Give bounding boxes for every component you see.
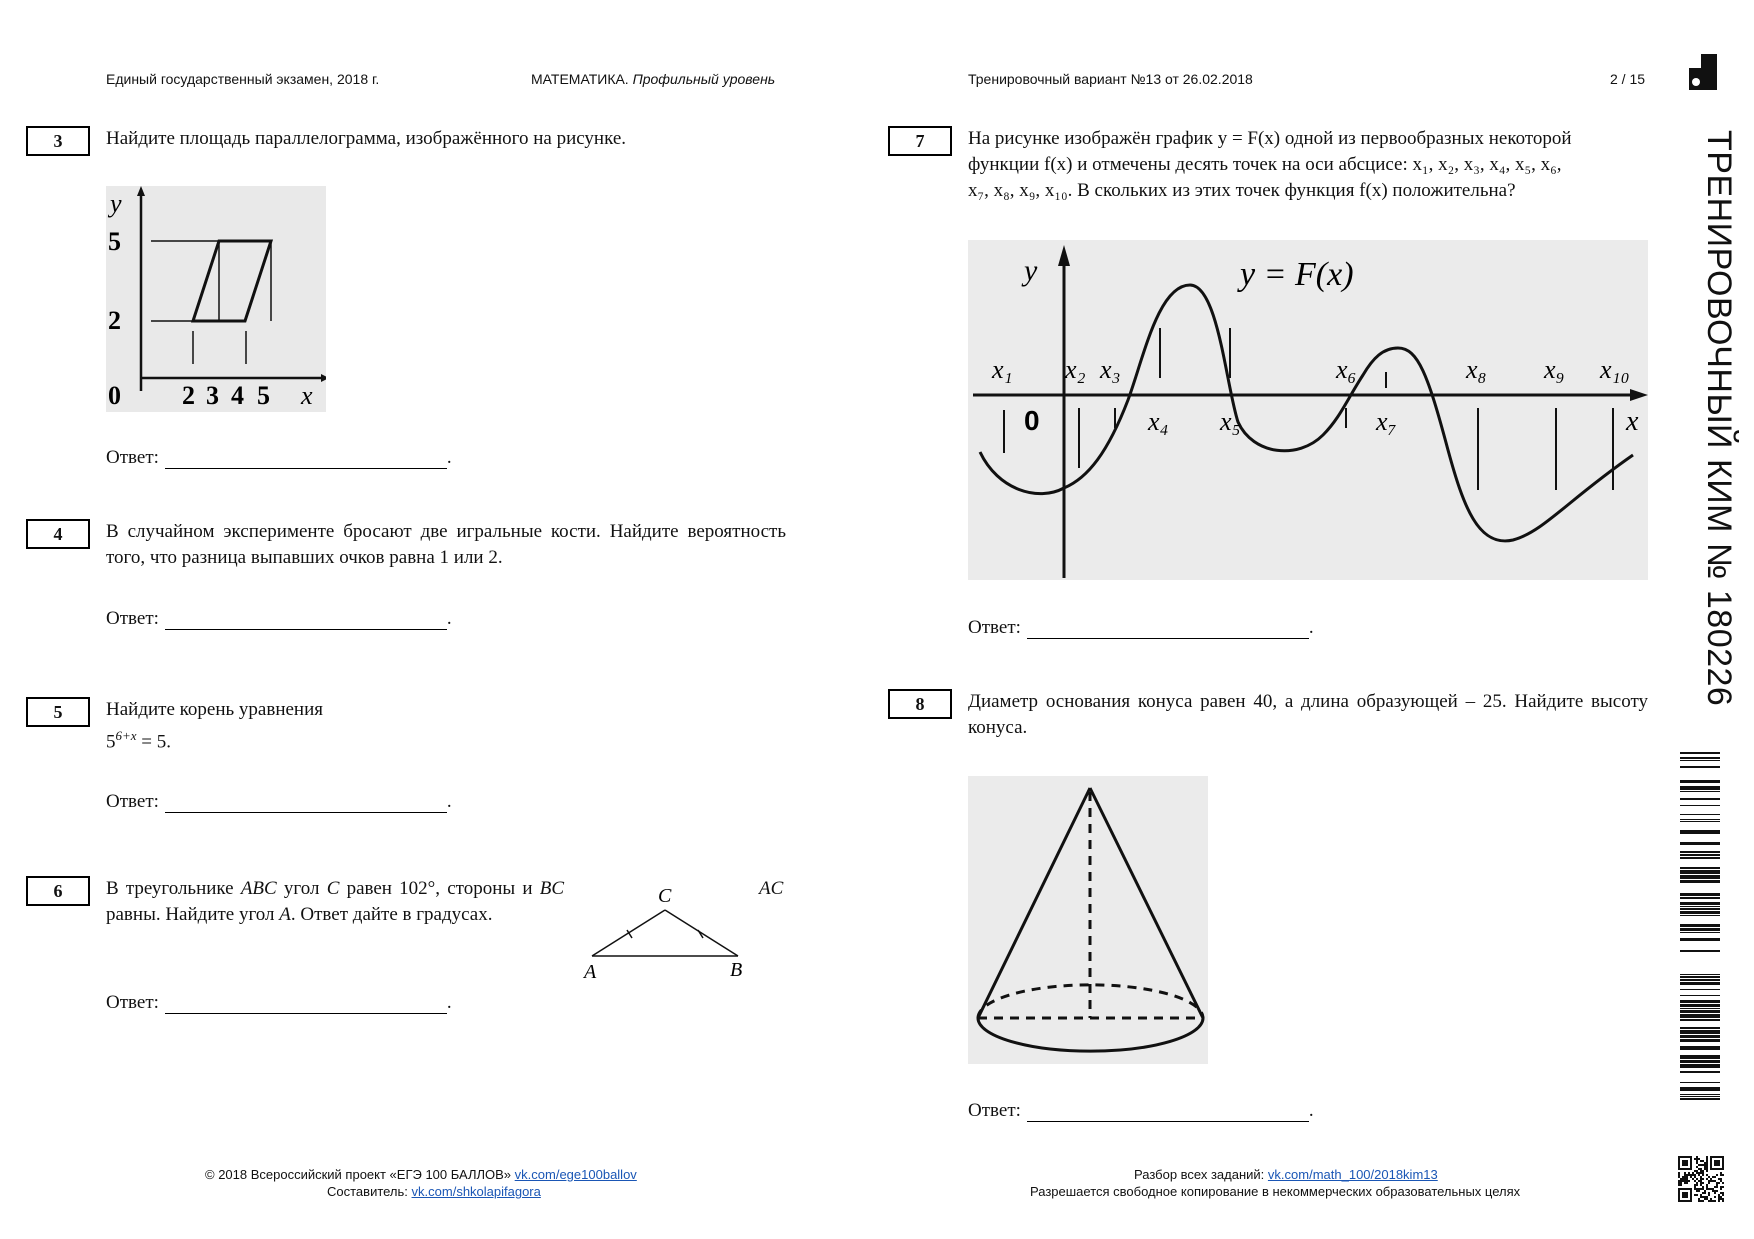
t6-part: угол bbox=[276, 878, 327, 899]
task-3-number: 3 bbox=[26, 126, 90, 156]
header-subject bbox=[531, 71, 775, 87]
header-subject-name: МАТЕМАТИКА. bbox=[531, 71, 629, 87]
answer-line[interactable] bbox=[165, 610, 447, 630]
eq-exponent: 6+x bbox=[115, 728, 137, 743]
task-4-text: В случайном эксперименте бросают две игральные кости. Найдите вероятность того, что разница выпавших очков равна 1 или 2. bbox=[106, 521, 786, 568]
footer-analysis-label: Разбор всех заданий: bbox=[1134, 1167, 1265, 1182]
point-label-x6: x₆ bbox=[1336, 355, 1357, 384]
task-7-answer: Ответ: . bbox=[968, 617, 1314, 638]
answer-label: Ответ: bbox=[968, 1100, 1021, 1121]
task-8-number: 8 bbox=[888, 689, 952, 719]
point-label-x2: x₂ bbox=[1065, 355, 1086, 384]
header-variant: Тренировочный вариант №13 от 26.02.2018 bbox=[968, 71, 1253, 87]
figure-parallelogram bbox=[106, 186, 326, 412]
point-label-x3: x₃ bbox=[1100, 355, 1121, 384]
t6-part: и bbox=[522, 878, 540, 899]
t6-part: . Ответ дайте в градусах. bbox=[290, 904, 493, 925]
point-label-x7: x₇ bbox=[1376, 407, 1397, 436]
footer-link-analysis[interactable]: vk.com/math_100/2018kim13 bbox=[1267, 1167, 1438, 1182]
barcode bbox=[1680, 752, 1720, 1100]
task-6-answer: Ответ: . bbox=[106, 992, 452, 1013]
task-3-text: Найдите площадь параллелограмма, изображённого на рисунке. bbox=[106, 128, 627, 149]
tri-label-a: A bbox=[584, 961, 597, 983]
t6-bc: BC bbox=[539, 878, 564, 899]
task-6-ac: AC bbox=[759, 878, 784, 899]
answer-line[interactable] bbox=[165, 994, 447, 1014]
task-6-text bbox=[106, 876, 564, 928]
task-8-text: Диаметр основания конуса равен 40, а длина образующей – 25. Найдите высоту конуса. bbox=[968, 691, 1648, 738]
eq-base: 5 bbox=[106, 731, 116, 753]
task-7-number: 7 bbox=[888, 126, 952, 156]
fig3-y-tick-2: 2 bbox=[108, 306, 121, 335]
footer-license: Разрешается свободное копирование в некоммерческих образовательных целях bbox=[1030, 1184, 1521, 1199]
t6-a: A bbox=[279, 904, 291, 925]
t6-c: C bbox=[326, 878, 340, 899]
header-page-number: 2 / 15 bbox=[1610, 71, 1646, 87]
point-label-x10: x₁₀ bbox=[1600, 355, 1630, 384]
task-7-text bbox=[968, 126, 1648, 204]
footer-copyright bbox=[205, 1167, 637, 1182]
figure-cone bbox=[968, 776, 1208, 1064]
answer-label: Ответ: bbox=[106, 791, 159, 812]
answer-label: Ответ: bbox=[968, 617, 1021, 638]
task-5-equation bbox=[106, 723, 786, 755]
footer-link-ege100[interactable]: vk.com/ege100ballov bbox=[514, 1167, 637, 1182]
task-4-number: 4 bbox=[26, 519, 90, 549]
t7-line2: функции f(x) и отмечены десять точек на оси абсцисе: x₁, x₂, x₃, x₄, x₅, x₆, bbox=[968, 154, 1562, 175]
point-label-x1: x₁ bbox=[992, 355, 1013, 384]
corner-logo-icon bbox=[1689, 54, 1717, 90]
t7-line1: На рисунке изображён график y = F(x) одной из первообразных некоторой bbox=[968, 128, 1572, 149]
answer-line[interactable] bbox=[1027, 619, 1309, 639]
fig3-x-tick-3: 3 bbox=[206, 381, 219, 410]
point-label-x9: x₉ bbox=[1544, 355, 1565, 384]
answer-label: Ответ: bbox=[106, 992, 159, 1013]
task-5-prompt: Найдите корень уравнения bbox=[106, 699, 324, 720]
task-8-answer: Ответ: . bbox=[968, 1100, 1314, 1121]
task-5-answer: Ответ: . bbox=[106, 791, 452, 812]
answer-label: Ответ: bbox=[106, 447, 159, 468]
task-3-answer: Ответ: . bbox=[106, 447, 452, 468]
footer-analysis bbox=[1134, 1167, 1438, 1182]
figure-triangle bbox=[580, 876, 760, 986]
t7-line3: x₇, x₈, x₉, x₁₀. В скольких из этих точек функция f(x) положительна? bbox=[968, 180, 1516, 201]
t6-part: В треугольнике bbox=[106, 878, 241, 899]
fig3-y-label: y bbox=[110, 189, 122, 218]
t6-abc: ABC bbox=[240, 878, 277, 899]
fig3-y-tick-5: 5 bbox=[108, 227, 121, 256]
fig3-x-tick-2: 2 bbox=[182, 381, 195, 410]
t6-part: равны. Найдите угол bbox=[106, 904, 280, 925]
t6-part: равен 102°, стороны bbox=[339, 878, 523, 899]
eq-rest: = 5. bbox=[136, 731, 172, 753]
answer-line[interactable] bbox=[1027, 1102, 1309, 1122]
header-subject-level: Профильный уровень bbox=[632, 71, 776, 87]
fig7-y-label: y bbox=[1024, 254, 1038, 287]
point-label-x4: x₄ bbox=[1148, 407, 1169, 436]
footer-link-author[interactable]: vk.com/shkolapifagora bbox=[411, 1184, 541, 1199]
answer-label: Ответ: bbox=[106, 608, 159, 629]
footer-author-label: Составитель: bbox=[327, 1184, 408, 1199]
answer-line[interactable] bbox=[165, 449, 447, 469]
point-label-x5: x₅ bbox=[1220, 407, 1241, 436]
fig7-x-label: x bbox=[1626, 406, 1639, 437]
point-label-x8: x₈ bbox=[1466, 355, 1487, 384]
answer-line[interactable] bbox=[165, 793, 447, 813]
tri-label-b: B bbox=[730, 959, 743, 981]
task-6-number: 6 bbox=[26, 876, 90, 906]
qr-code bbox=[1678, 1156, 1724, 1202]
fig3-origin: 0 bbox=[108, 381, 121, 410]
footer-author bbox=[327, 1184, 541, 1199]
header-exam: Единый государственный экзамен, 2018 г. bbox=[106, 71, 380, 87]
fig7-origin: 0 bbox=[1024, 405, 1040, 436]
task-5-number: 5 bbox=[26, 697, 90, 727]
figure-antiderivative-graph bbox=[968, 240, 1648, 580]
fig7-func-label: y = F(x) bbox=[1240, 256, 1354, 293]
side-title: ТРЕНИРОВОЧНЫЙ КИМ № 180226 bbox=[1700, 130, 1738, 707]
fig3-x-label: x bbox=[301, 381, 313, 410]
fig3-x-tick-4: 4 bbox=[231, 381, 244, 410]
tri-label-c: C bbox=[658, 885, 672, 907]
task-4-answer: Ответ: . bbox=[106, 608, 452, 629]
fig3-x-tick-5: 5 bbox=[257, 381, 270, 410]
footer-copyright-text: © 2018 Всероссийский проект «ЕГЭ 100 БАЛЛОВ» bbox=[205, 1167, 512, 1182]
task-5-text bbox=[106, 697, 786, 755]
